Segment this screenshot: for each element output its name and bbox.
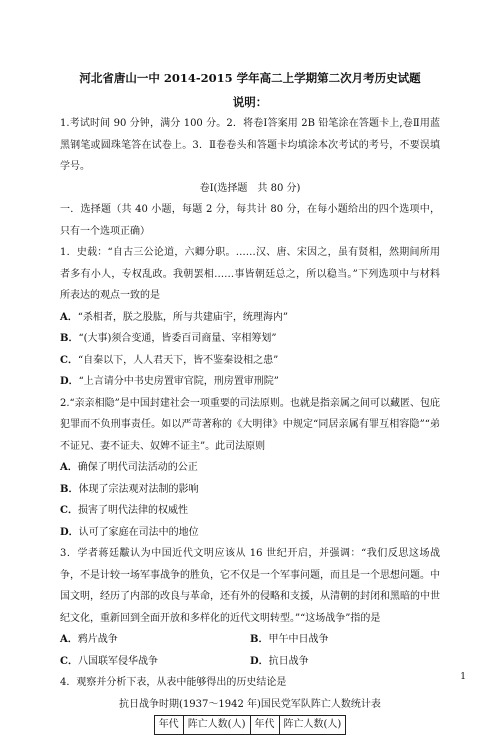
table-header-cell: 阵亡人数(人) xyxy=(279,716,346,735)
page-subtitle: 说明： xyxy=(232,94,268,109)
q3-option-d: D．抗日战争 xyxy=(250,655,309,667)
table-title: 抗日战争时期(1937～1942 年)国民党军队阵亡人数统计表 xyxy=(119,698,381,710)
q3-option-b: B．甲午中日战争 xyxy=(250,634,329,645)
question-2-stem: 2.“亲亲相隐”是中国封建社会一项重要的司法原则。也就是指亲属之间可以藏匿、包庇犯罪而不负刑事责任。如以严苛著称的《大明律》中规定“同居亲属有罪互相容隐”“弟不证兄、妻不证夫、奴婢不证主”。此司法原则 xyxy=(60,397,440,452)
q3-options-row-1 xyxy=(60,629,440,651)
q2-option-b: B．体现了宗法观对法制的影响 xyxy=(60,483,199,495)
section-heading: 卷Ⅰ(选择题 共 80 分) xyxy=(199,182,301,194)
q1-option-c: C．“自秦以下，人人君天下，皆不鉴秦设相之患” xyxy=(60,354,279,366)
q1-option-a: A．“杀相者，朕之股肱，所与共建庙宇，统理海内” xyxy=(60,311,288,323)
q2-option-c: C．损害了明代法律的权威性 xyxy=(60,505,188,516)
instructions-note: 1.考试时间 90 分钟，满分 100 分。2．将卷Ⅰ答案用 2B 铅笔涂在答题卡上,卷Ⅱ用蓝黑钢笔或圆珠笔答在试卷上。3．Ⅱ卷卷头和答题卡均填涂本次考试的考号，不要误填学号。 xyxy=(60,118,440,172)
page-title: 河北省唐山一中 2014-2015 学年高二上学期第二次月考历史试题 xyxy=(79,71,421,85)
q2-option-d: D．认可了家庭在司法中的地位 xyxy=(60,526,199,538)
question-1-stem: 1．史载：“自古三公论道，六卿分职。……汉、唐、宋因之，虽有贤相，然期间所用者多有小人，专权乱政。我朝罢相……事皆朝廷总之，所以稳当。”下列选项中与材料所表达的观点一致的是 xyxy=(60,247,440,301)
q1-option-d: D．“上言请分中书史房置审官院，刑房置审刑院” xyxy=(60,376,279,387)
table-header-cell: 年代 xyxy=(250,716,279,735)
casualty-table xyxy=(154,715,347,735)
q3-option-c: C．八国联军侵华战争 xyxy=(60,655,158,667)
question-3-stem: 3．学者蒋廷黻认为中国近代文明应该从 16 世纪开启，并强调：“我们反思这场战争，不是计较一场军事战争的胜负，它不仅是一个军事问题，而且是一个思想问题。中国文明，经历了内部的改良与革命，还有外的侵略和支援，从清朝的封闭和黑暗的中世纪文化，重新回到全面开放和多样化的近代文明转型。”“这场战争”指的是 xyxy=(60,548,440,624)
page-number: 1 xyxy=(460,672,466,682)
document-content xyxy=(60,68,440,735)
table-header-cell: 年代 xyxy=(154,716,183,735)
question-1-options xyxy=(60,307,440,393)
section-intro: 一．选择题（共 40 小题，每题 2 分，每共计 80 分，在每小题给出的四个选项中，只有一个选项正确） xyxy=(60,204,440,237)
q2-option-a: A．确保了明代司法活动的公正 xyxy=(60,462,198,473)
question-2-options xyxy=(60,457,440,543)
table-header-cell: 阵亡人数(人) xyxy=(183,716,250,735)
table-header-row xyxy=(154,716,346,735)
q1-option-b: B．“(大事)须合变通，皆委百司商量、宰相筹划” xyxy=(60,333,277,344)
q3-options-row-2 xyxy=(60,651,440,673)
q3-option-a: A．鸦片战争 xyxy=(60,634,118,645)
question-4-stem: 4．观察并分析下表，从表中能够得出的历史结论是 xyxy=(60,677,287,688)
